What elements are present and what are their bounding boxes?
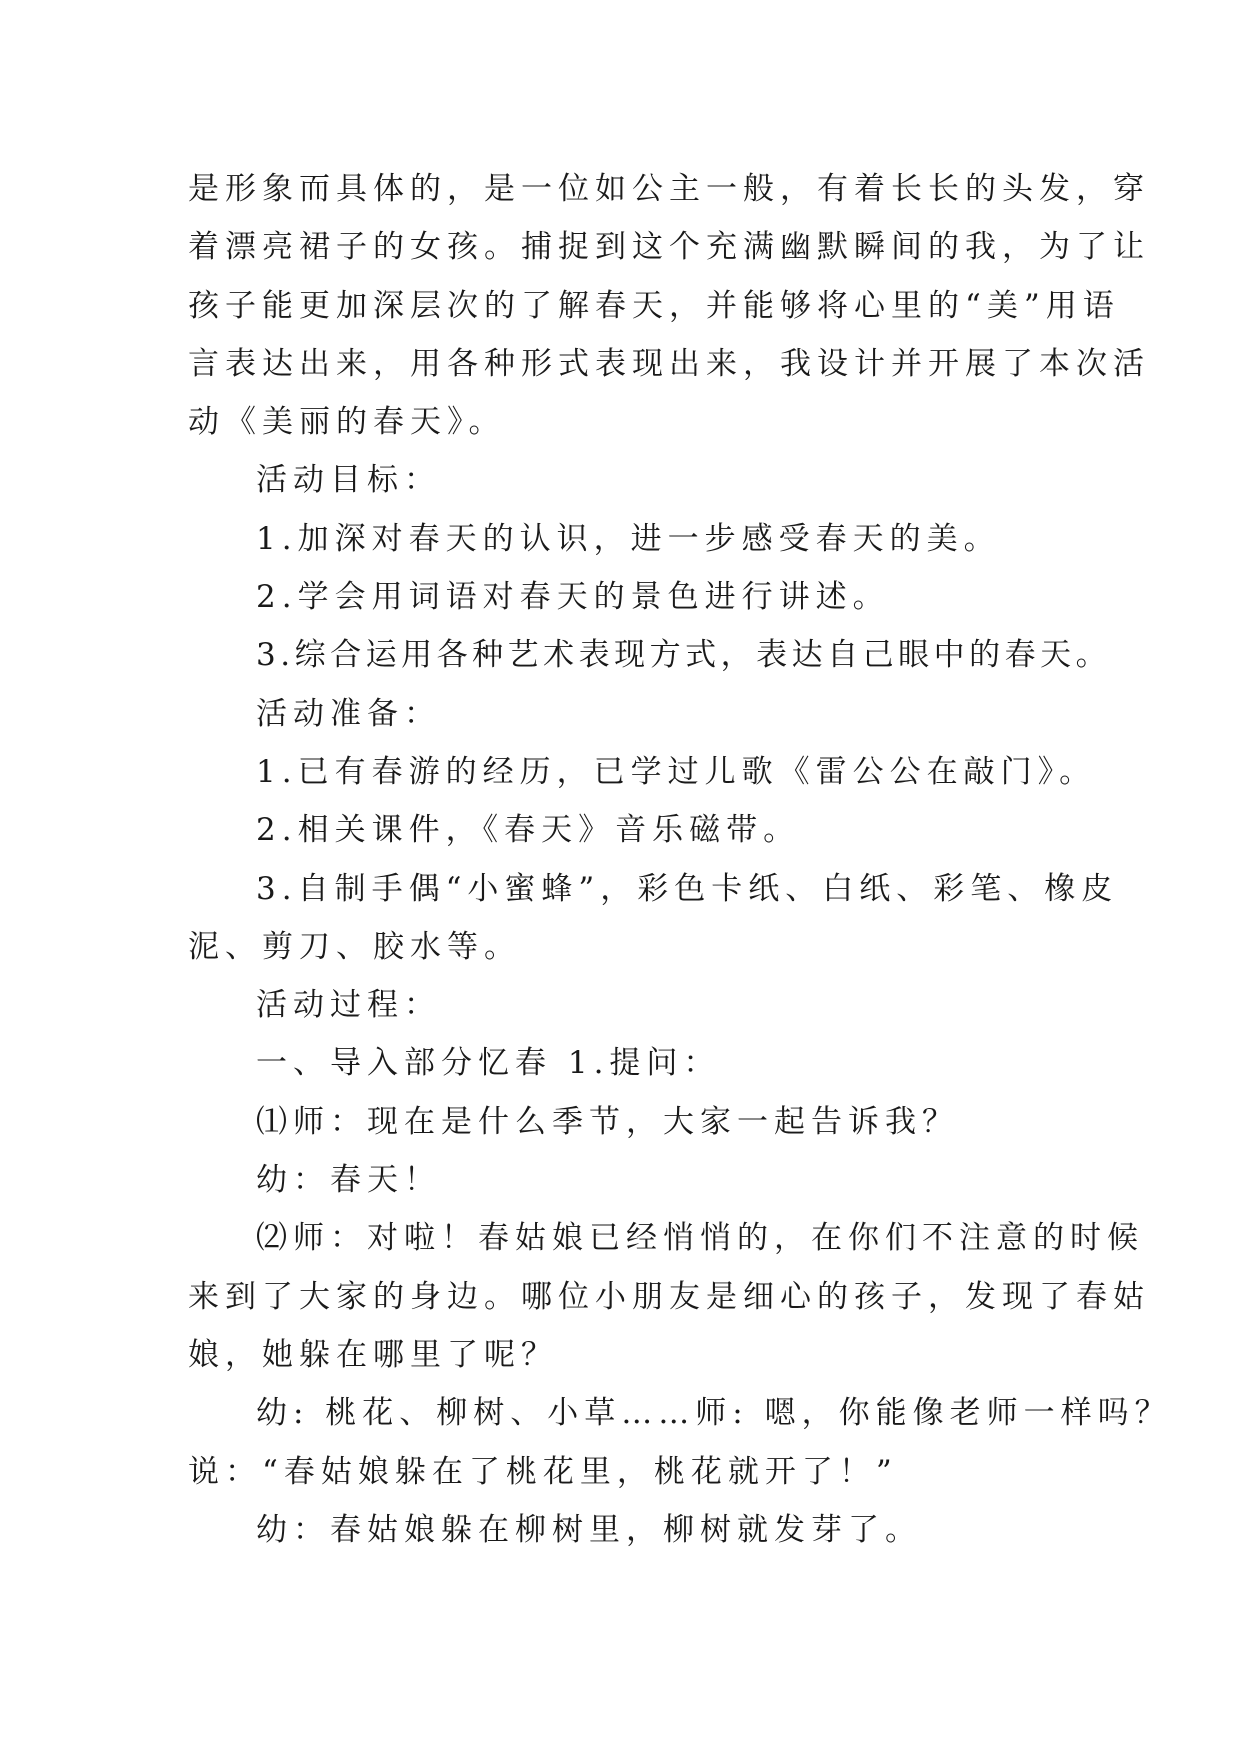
list-item: 2.相关课件，《春天》音乐磁带。 [256, 812, 801, 849]
dialogue-line: 娘，她躲在哪里了呢？ [188, 1336, 558, 1373]
document-page [188, 160, 1172, 1559]
list-item: 3.自制手偶“小蜜蜂”，彩色卡纸、白纸、彩笔、橡皮 [256, 870, 1119, 907]
dialogue-line: 幼：春天！ [256, 1162, 441, 1199]
paragraph-line: 动《美丽的春天》。 [188, 404, 506, 441]
list-item: 1.已有春游的经历，已学过儿歌《雷公公在敲门》。 [256, 753, 1097, 790]
dialogue-line: 幼: 桃花、柳树、小草……师: 嗯，你能像老师一样吗？ [256, 1395, 1172, 1432]
paragraph-line: 是形象而具体的，是一位如公主一般，有着长长的头发，穿 [188, 171, 1150, 207]
section-heading-preparation: 活动准备： [256, 695, 441, 732]
paragraph-line: 孩子能更加深层次的了解春天，并能够将心里的“美”用语 [188, 287, 1120, 324]
paragraph-line: 泥、剪刀、胶水等。 [188, 928, 521, 965]
dialogue-line: ⑴师：现在是什么季节，大家一起告诉我？ [256, 1103, 959, 1140]
list-item: 2.学会用词语对春天的景色进行讲述。 [256, 579, 890, 616]
dialogue-line: ⑵师：对啦！春姑娘已经悄悄的，在你们不注意的时候 [256, 1220, 1144, 1257]
section-heading-goals: 活动目标： [256, 462, 441, 499]
paragraph-line: 着漂亮裙子的女孩。捕捉到这个充满幽默瞬间的我，为了让 [188, 229, 1150, 266]
paragraph-line: 一、导入部分忆春 1.提问： [256, 1045, 721, 1082]
section-heading-process: 活动过程： [256, 987, 441, 1024]
dialogue-line: 幼：春姑娘躲在柳树里，柳树就发芽了。 [256, 1511, 922, 1548]
list-item: 1.加深对春天的认识，进一步感受春天的美。 [256, 520, 1001, 557]
dialogue-line: 来到了大家的身边。哪位小朋友是细心的孩子，发现了春姑 [188, 1278, 1150, 1315]
paragraph-line: 言表达出来，用各种形式表现出来，我设计并开展了本次活 [188, 345, 1150, 382]
dialogue-line: 说：“春姑娘躲在了桃花里，桃花就开了！” [188, 1453, 898, 1490]
list-item: 3.综合运用各种艺术表现方式，表达自己眼中的春天。 [256, 637, 1112, 674]
